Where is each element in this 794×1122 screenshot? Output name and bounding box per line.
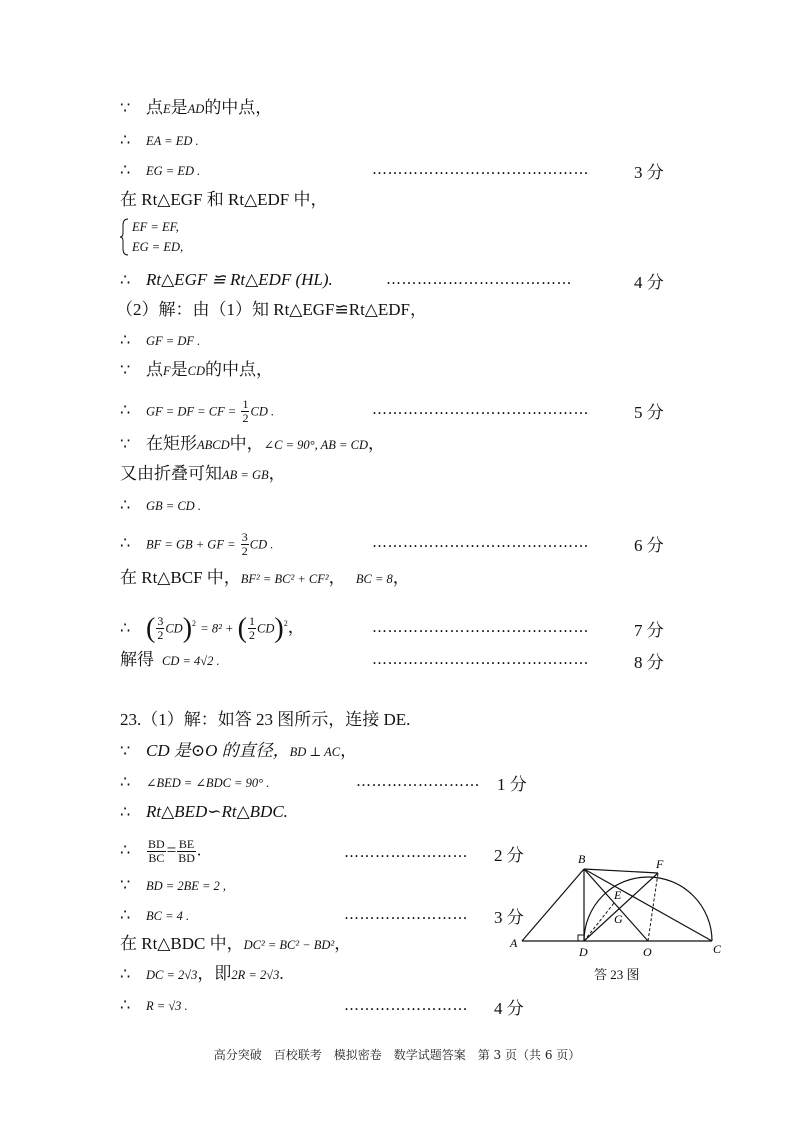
line-of: [648, 873, 658, 941]
score-8: 8 分: [634, 653, 664, 672]
geometry-figure-23: [506, 848, 728, 960]
score-leader-dots: ……………………: [356, 772, 480, 790]
line-gf-df: ∴ GF = DF .: [120, 330, 201, 349]
line-bo: [584, 869, 648, 941]
label-a: A: [510, 936, 518, 950]
system-line-1: EF = EF,: [132, 220, 179, 234]
line-congruent-hl: ∴ Rt△EGF ≌ Rt△EDF (HL).: [120, 270, 333, 289]
line-eg-ed: ∴ EG = ED .: [120, 160, 201, 179]
fraction-be-bd: $\frac{BE}{BD}$: [178, 837, 195, 865]
line-part2-intro: （2）解：由（1）知 Rt△EGF≌Rt△EDF，: [116, 300, 427, 319]
score-leader-dots: ……………………: [344, 843, 468, 861]
score-6: 6 分: [634, 536, 664, 555]
line-bf: [584, 869, 658, 873]
fraction-three-halves: $\frac{3}{2}$: [157, 614, 164, 643]
line-ratio: ∴ $\frac{BD}{BC}$ = $\frac{BE}{BD}$ .: [120, 837, 202, 865]
page-footer: 高分突破 百校联考 模拟密卷 数学试题答案 第 3 页（共 6 页）: [213, 1048, 581, 1062]
score-4: 4 分: [494, 999, 524, 1018]
line-gf-half-cd: ∴ GF = DF = CF = $\frac{1}{2}$ CD .: [120, 397, 275, 425]
figure-caption: 答 23 图: [594, 967, 640, 982]
line-pythagoras-bdc: 在 Rt△BDC 中，DC² = BC² − BD²，: [120, 934, 352, 953]
line-e-midpoint: ∵ 点E是AD的中点，: [120, 98, 273, 117]
score-leader-dots: ……………………………………: [372, 618, 589, 636]
line-radius: ∴ R = √3 .: [120, 995, 188, 1014]
label-f: F: [656, 857, 664, 871]
score-leader-dots: ……………………………………: [372, 400, 589, 418]
question-23-heading: 23.（1）解：如答 23 图所示，连接 DE.: [120, 710, 411, 729]
fraction-bd-bc: $\frac{BD}{BC}$: [148, 837, 165, 865]
line-ea-ed: ∴ EA = ED .: [120, 130, 199, 149]
score-leader-dots: ……………………………………: [372, 533, 589, 551]
line-right-angles: ∴ ∠BED = ∠BDC = 90° .: [120, 772, 270, 791]
equation-system: [120, 217, 240, 257]
score-leader-dots: ………………………………: [386, 270, 572, 288]
line-ab: [522, 869, 584, 941]
brace-icon: [120, 217, 130, 257]
label-d: D: [579, 945, 588, 959]
score-7: 7 分: [634, 621, 664, 640]
line-bd-value: ∵ BD = 2BE = 2 ,: [120, 875, 227, 894]
label-g: G: [614, 912, 623, 926]
fraction-one-half: $\frac{1}{2}$: [248, 614, 255, 643]
line-dc-value: ∴ DC = 2√3，即2R = 2√3.: [120, 964, 284, 983]
label-c: C: [713, 942, 722, 956]
label-b: B: [578, 852, 586, 866]
line-bc: [584, 869, 712, 941]
line-solve-cd: 解得 CD = 4√2 .: [120, 650, 220, 669]
label-e: E: [614, 888, 622, 902]
score-3: 3 分: [494, 908, 524, 927]
score-leader-dots: ……………………………………: [372, 160, 589, 178]
score-4: 4 分: [634, 273, 664, 292]
score-2: 2 分: [494, 846, 524, 865]
line-pythagoras-bcf: 在 Rt△BCF 中，BF² = BC² + CF²， BC = 8，: [120, 568, 410, 587]
line-f-midpoint: ∵ 点F是CD的中点，: [120, 360, 274, 379]
label-o: O: [643, 945, 652, 959]
right-angle-mark: [578, 935, 584, 941]
line-diameter: ∵ CD 是⊙O 的直径，BD ⊥ AC，: [120, 741, 358, 760]
fraction-three-halves: $\frac{3}{2}$: [241, 530, 248, 558]
line-in-triangles: 在 Rt△EGF 和 Rt△EDF 中，: [120, 190, 328, 209]
score-leader-dots: ……………………………………: [372, 650, 589, 668]
score-5: 5 分: [634, 403, 664, 422]
line-rectangle-abcd: ∵ 在矩形ABCD中，∠C = 90°, AB = CD，: [120, 434, 385, 453]
line-de: [584, 903, 614, 941]
line-bf-sum: ∴ BF = GB + GF = $\frac{3}{2}$ CD .: [120, 530, 274, 558]
fraction-one-half: $\frac{1}{2}$: [242, 397, 249, 425]
line-equation-cd: ∴ ( $\frac{3}{2}$ CD)$^2$ = 8² + ( $\frac{1}{2}$ CD)$^2$，: [120, 612, 305, 644]
semicircle-arc: [584, 877, 712, 941]
score-3: 3 分: [634, 163, 664, 182]
line-similar-triangles: ∴ Rt△BED∽Rt△BDC.: [120, 802, 288, 821]
score-1: 1 分: [497, 775, 527, 794]
system-line-2: EG = ED,: [132, 240, 184, 254]
score-leader-dots: ……………………: [344, 905, 468, 923]
line-folding: 又由折叠可知AB = GB，: [120, 464, 286, 483]
score-leader-dots: ……………………: [344, 996, 468, 1014]
line-gb-cd: ∴ GB = CD .: [120, 495, 201, 514]
line-bc-value: ∴ BC = 4 .: [120, 905, 190, 924]
